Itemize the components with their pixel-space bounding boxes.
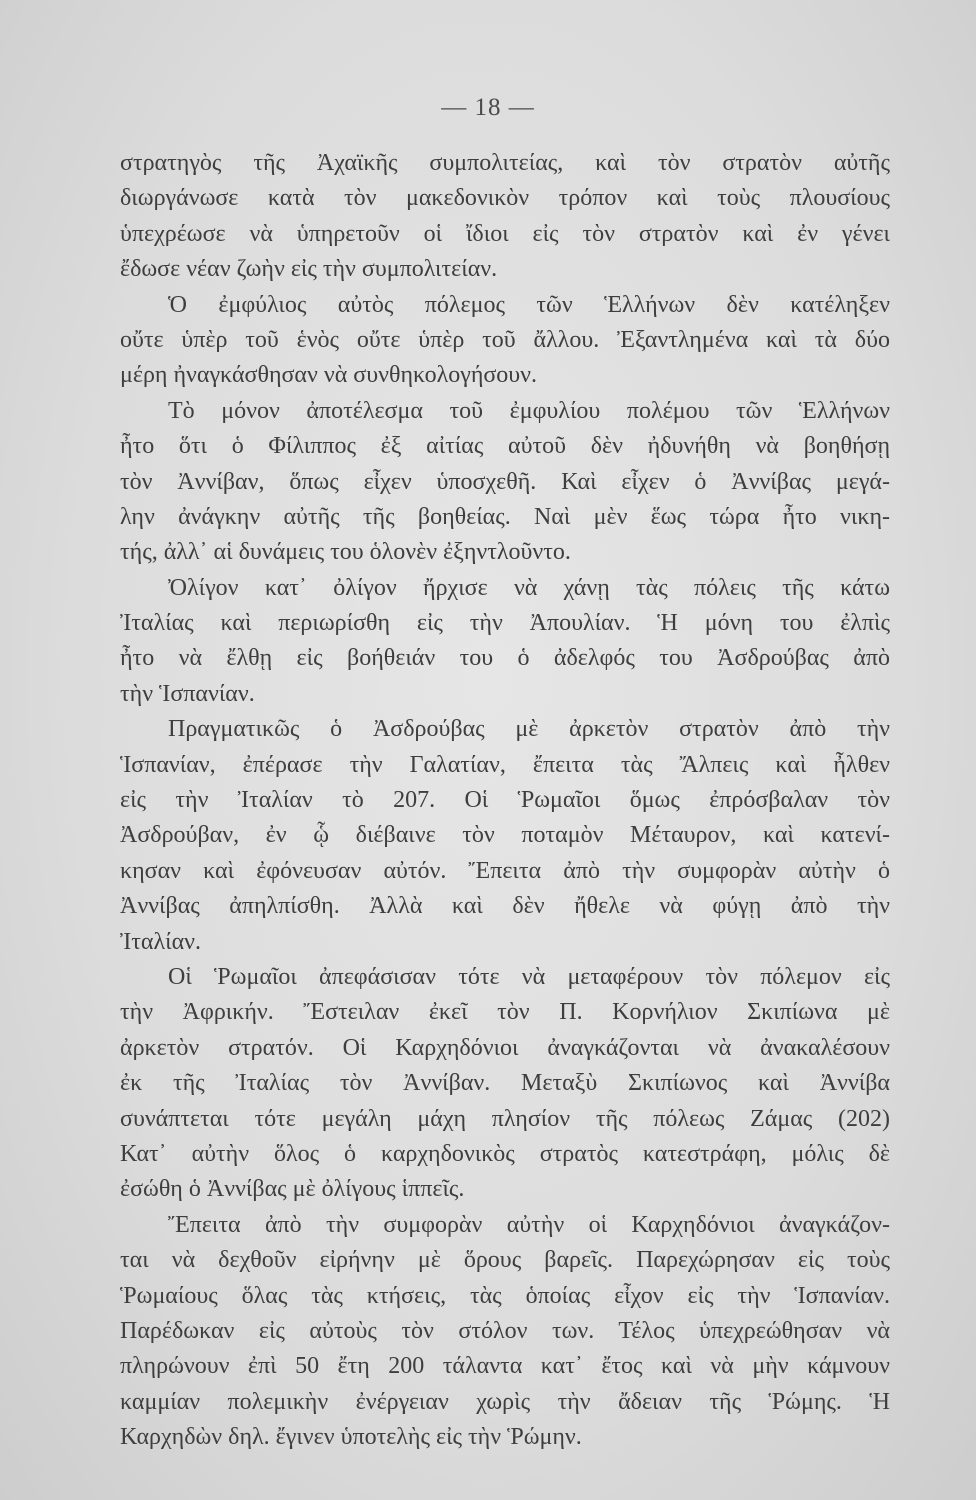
text-line: τὴν Ἀφρικήν. Ἔστειλαν ἐκεῖ τὸν Π. Κορνήλιον Σκιπίωνα μὲ [120,999,890,1026]
text-line: τής, ἀλλ᾽ αἱ δυνάμεις του ὁλονὲν ἐξηντλοῦντο. [120,539,571,566]
text-line: Καρχηδὼν δηλ. ἔγινεν ὑποτελὴς εἰς τὴν Ῥώμην. [120,1424,582,1451]
text-line: στρατηγὸς τῆς Ἀχαϊκῆς συμπολιτείας, καὶ τὸν στρατὸν αὐτῆς [120,150,890,176]
text-line: εἰς τὴν Ἰταλίαν τὸ 207. Οἱ Ῥωμαῖοι ὅμως ἐπρόσβαλαν τὸν [120,787,890,814]
text-line: συνάπτεται τότε μεγάλη μάχη πλησίον τῆς πόλεως Ζάμας (202) [120,1105,890,1132]
text-line: Ὀλίγον κατ᾽ ὀλίγον ἤρχισε νὰ χάνῃ τὰς πόλεις τῆς κάτω [168,574,890,601]
text-line: κησαν καὶ ἐφόνευσαν αὐτόν. Ἔπειτα ἀπὸ τὴν συμφορὰν αὐτὴν ὁ [120,857,890,884]
text-line: Πραγματικῶς ὁ Ἀσδρούβας μὲ ἀρκετὸν στρατὸν ἀπὸ τὴν [168,716,890,743]
text-line: Ἔπειτα ἀπὸ τὴν συμφορὰν αὐτὴν οἱ Καρχηδόνιοι ἀναγκάζον- [168,1211,890,1238]
text-line: οὔτε ὑπὲρ τοῦ ἑνὸς οὔτε ὑπὲρ τοῦ ἄλλου. Ἐξαντλημένα καὶ τὰ δύο [120,326,890,353]
text-line: ἐκ τῆς Ἰταλίας τὸν Ἀννίβαν. Μεταξὺ Σκιπίωνος καὶ Ἀννίβα [120,1070,890,1097]
text-line: τὸν Ἀννίβαν, ὅπως εἶχεν ὑποσχεθῆ. Καὶ εἶχεν ὁ Ἀννίβας μεγά- [120,468,890,495]
text-line: ἔδωσε νέαν ζωὴν εἰς τὴν συμπολιτείαν. [120,256,498,283]
text-line: ἐσώθη ὁ Ἀννίβας μὲ ὀλίγους ἱππεῖς. [120,1176,465,1203]
body-text [120,146,890,1455]
text-line: καμμίαν πολεμικὴν ἐνέργειαν χωρὶς τὴν ἄδειαν τῆς Ῥώμης. Ἡ [120,1388,890,1415]
page-number: — 18 — [441,94,535,121]
text-line: Ἰταλίας καὶ περιωρίσθη εἰς τὴν Ἀπουλίαν. Ἡ μόνη του ἐλπὶς [120,610,890,637]
text-line: Ἀσδρούβαν, ἐν ᾧ διέβαινε τὸν ποταμὸν Μέταυρον, καὶ κατενί- [120,822,890,849]
text-line: Ὁ ἐμφύλιος αὐτὸς πόλεμος τῶν Ἑλλήνων δὲν κατέληξεν [168,291,890,318]
text-line: ται νὰ δεχθοῦν εἰρήνην μὲ ὅρους βαρεῖς. Παρεχώρησαν εἰς τοὺς [120,1247,890,1274]
text-line: Ἰταλίαν. [120,928,202,955]
text-line: Παρέδωκαν εἰς αὐτοὺς τὸν στόλον των. Τέλος ὑπεχρεώθησαν νὰ [120,1317,890,1344]
text-line: Ἀννίβας ἀπηλπίσθη. Ἀλλὰ καὶ δὲν ἤθελε νὰ φύγῃ ἀπὸ τὴν [120,893,890,920]
text-line: Ῥωμαίους ὅλας τὰς κτήσεις, τὰς ὁποίας εἶχον εἰς τὴν Ἱσπανίαν. [120,1282,890,1309]
text-line: Οἱ Ῥωμαῖοι ἀπεφάσισαν τότε νὰ μεταφέρουν τὸν πόλεμον εἰς [168,963,890,990]
text-line: πληρώνουν ἐπὶ 50 ἔτη 200 τάλαντα κατ᾽ ἔτος καὶ νὰ μὴν κάμνουν [120,1353,890,1380]
text-line: Κατ᾽ αὐτὴν ὅλος ὁ καρχηδονικὸς στρατὸς κατεστράφη, μόλις δὲ [120,1140,890,1167]
text-line: λην ἀνάγκην αὐτῆς τῆς βοηθείας. Ναὶ μὲν ἕως τώρα ἦτο νικη- [120,503,890,530]
text-line: τὴν Ἱσπανίαν. [120,680,255,707]
text-line: ἦτο νὰ ἔλθῃ εἰς βοήθειάν του ὁ ἀδελφός του Ἀσδρούβας ἀπὸ [120,645,890,672]
text-line: ὑπεχρέωσε νὰ ὑπηρετοῦν οἱ ἴδιοι εἰς τὸν στρατὸν καὶ ἐν γένει [120,220,890,247]
text-line: Τὸ μόνον ἀποτέλεσμα τοῦ ἐμφυλίου πολέμου τῶν Ἑλλήνων [168,397,890,424]
text-line: ἀρκετὸν στρατόν. Οἱ Καρχηδόνιοι ἀναγκάζονται νὰ ἀνακαλέσουν [120,1034,890,1061]
text-line: διωργάνωσε κατὰ τὸν μακεδονικὸν τρόπον καὶ τοὺς πλουσίους [120,185,890,212]
text-line: Ἱσπανίαν, ἐπέρασε τὴν Γαλατίαν, ἔπειτα τὰς Ἄλπεις καὶ ἦλθεν [120,751,890,778]
text-line: ἦτο ὅτι ὁ Φίλιππος ἐξ αἰτίας αὐτοῦ δὲν ἠδυνήθη νὰ βοηθήσῃ [120,433,890,460]
text-line: μέρη ἠναγκάσθησαν νὰ συνθηκολογήσουν. [120,362,538,389]
